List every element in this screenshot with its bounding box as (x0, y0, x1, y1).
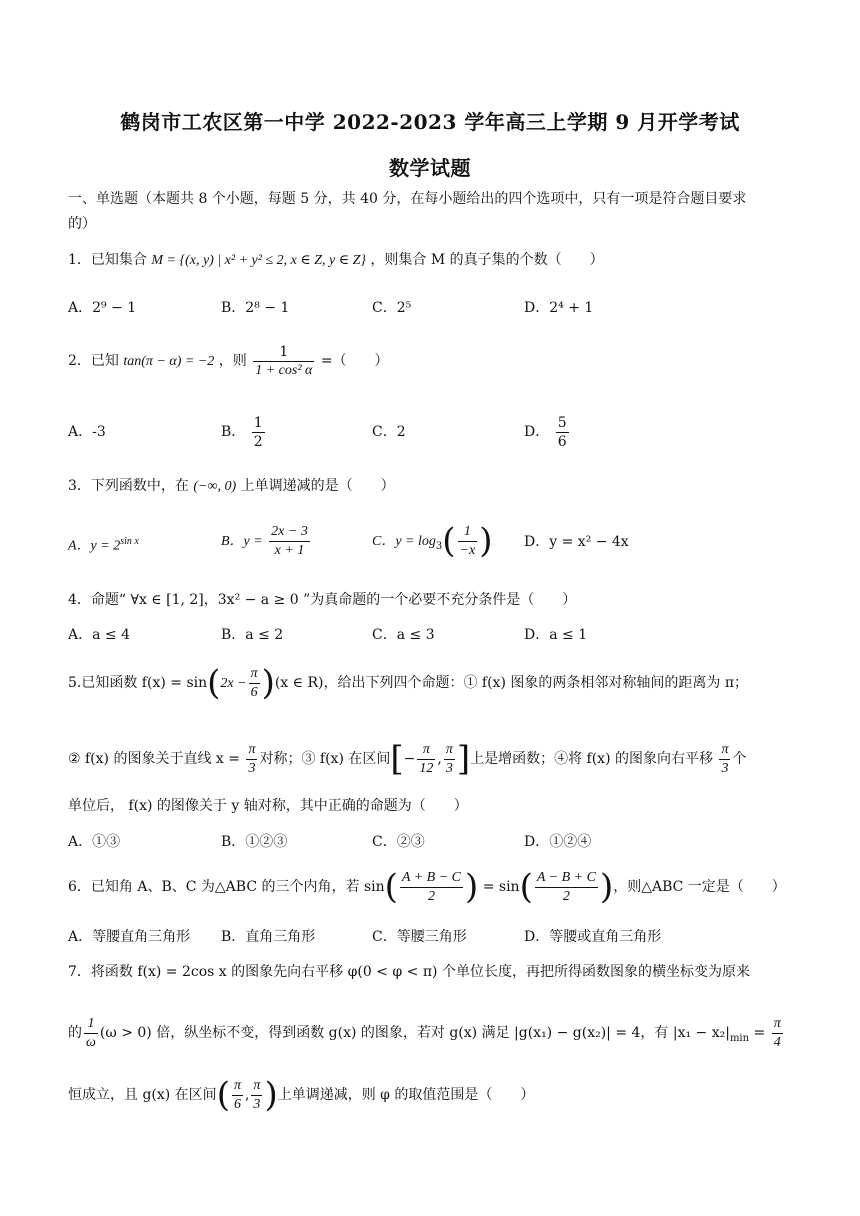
q5-shift-num: π (719, 741, 730, 760)
q2-option-d (524, 410, 571, 454)
q7-l2b: (ω > 0) 倍，纵坐标不变，得到函数 g(x) 的图象，若对 g(x) 满足 |g(x₁) − g(x₂)| = 4，有 |x₁ − x₂| (99, 1025, 730, 1041)
q2-frac-den: 1 + cos² α (255, 362, 313, 378)
q1-prefix: 1．已知集合 (68, 252, 147, 268)
q5-p2d: 个 (732, 751, 747, 767)
q3-c-base: 3 (435, 540, 443, 552)
q1-option-d: D．2⁴ + 1 (524, 300, 594, 316)
q5-option-b: B．①②③ (221, 834, 288, 850)
q7-interval-left (232, 1077, 243, 1114)
q2-prefix: 2．已知 (68, 353, 119, 369)
q2-d-fraction (556, 414, 569, 451)
q6-paren-2r: ) (599, 867, 614, 907)
q1-set: M = {(x, y) | x² + y² ≤ 2, x ∈ Z, y ∈ Z} (151, 253, 366, 268)
q7-paren-right: ) (264, 1075, 278, 1115)
question-5-line1 (68, 660, 748, 707)
q5-shift-den: 3 (721, 760, 729, 776)
q5-axis-num: π (246, 741, 257, 760)
q5-shift-fraction (719, 741, 730, 778)
q2-mid: ，则 (218, 353, 247, 369)
q7-omega-fraction (84, 1015, 98, 1052)
q3-c-label: C．y = log (372, 534, 436, 549)
q6-c: ，则△ABC 一定是（ ） (613, 879, 786, 895)
question-7-line2 (68, 1010, 785, 1062)
q5-p1a: 5.已知函数 f(x) = sin (68, 675, 208, 691)
q3-interval: (−∞, 0) (193, 479, 237, 494)
q3-a-exp: sin x (120, 536, 139, 547)
q5-p1b: 2x − (220, 676, 247, 691)
q5-phase-num: π (249, 665, 260, 684)
section-heading-line1: 一、单选题（本题共 8 个小题，每题 5 分，共 40 分，在每小题给出的四个选项中，只有一项是符合题目要求 (68, 191, 747, 207)
q5-bracket-right: ] (456, 739, 471, 779)
q2-option-c: C．2 (372, 424, 406, 440)
q6-num-2: A − B + C (535, 869, 598, 888)
q2-b-label: B． (221, 424, 246, 440)
q5-p2a: ② f(x) 的图象关于直线 x = (68, 751, 240, 767)
section-heading-line2: 的） (68, 216, 96, 232)
q1-option-b: B．2⁸ − 1 (221, 300, 290, 316)
q3-c-paren-left: ( (442, 521, 456, 561)
question-6-stem (68, 864, 786, 910)
question-4-stem: 4．命题“ ∀x ∈ [1, 2]，3x² − a ≥ 0 ”为真命题的一个必要不充分条件是（ ） (68, 592, 577, 608)
q7-period-den: 4 (773, 1034, 781, 1050)
q5-option-c: C．②③ (372, 834, 425, 850)
q2-d-num: 5 (557, 414, 567, 431)
q2-b-fraction (252, 414, 265, 451)
q3-b-den: x + 1 (274, 542, 305, 558)
q5-int-l-den: 12 (419, 760, 434, 776)
q3-c-paren-right: ) (479, 521, 493, 561)
q3-a-base: A．y = 2 (68, 538, 121, 554)
q2-b-num: 1 (253, 414, 263, 431)
question-5-line2: ② f(x) 的图象关于直线 x = $\frac{\pi}{3}$ 对称；③ f(x) 在区间[− $\frac{\pi}{12}$ , $\frac{\pi}{3}$ ]上是增函数；④将 f(x) 的图象向右平移 $\frac{\pi}{3}$ 个 (68, 739, 747, 779)
q7-interval-right (251, 1077, 262, 1114)
q6-option-c: C．等腰三角形 (372, 929, 467, 945)
q7-omega-num: 1 (84, 1015, 98, 1034)
question-1-stem (68, 250, 604, 271)
q3-option-b (221, 518, 312, 565)
question-7-line3: 恒成立，且 g(x) 在区间( $\frac{\pi}{6}$ , $\frac{\pi}{3}$ )上单调递减，则 φ 的取值范围是（ ） (68, 1075, 535, 1115)
q6-paren-2l: ( (519, 867, 533, 907)
q6-paren-1r: ) (465, 867, 479, 907)
q3-c-den: −x (459, 542, 476, 558)
q4-option-c: C．a ≤ 3 (372, 627, 435, 643)
q7-int-l-den: 6 (233, 1096, 241, 1112)
q2-suffix: =（ ） (320, 353, 389, 369)
q7-int-r-den: 3 (253, 1096, 261, 1112)
q3-stem-a: 3．下列函数中，在 (68, 478, 189, 494)
exam-subtitle: 数学试题 (389, 156, 471, 180)
q5-axis-den: 3 (248, 760, 256, 776)
q2-option-a: A．-3 (68, 424, 106, 440)
q5-int-r-den: 3 (445, 760, 453, 776)
q3-b-fraction (269, 523, 310, 560)
q5-p2c: 上是增函数；④将 f(x) 的图象向右平移 (470, 751, 713, 767)
q3-c-fraction (458, 523, 478, 560)
q6-option-b: B．直角三角形 (221, 929, 316, 945)
q3-b-num: 2x − 3 (269, 523, 310, 542)
q3-c-num: 1 (458, 523, 478, 542)
q5-interval-right (444, 741, 455, 778)
q2-condition: tan(π − α) = −2 (123, 354, 215, 369)
q7-min-sub: min (729, 1032, 750, 1044)
q7-l2a: 的 (68, 1025, 82, 1041)
q4-option-d: D．a ≤ 1 (524, 627, 588, 643)
q4-option-a: A．a ≤ 4 (68, 627, 130, 643)
q5-bracket-left: [ (390, 739, 404, 779)
question-3-stem (68, 476, 395, 497)
q2-b-den: 2 (253, 433, 263, 450)
q7-paren-left: ( (216, 1075, 230, 1115)
q7-int-r-num: π (251, 1077, 262, 1096)
q5-int-r-num: π (444, 741, 455, 760)
q7-int-l-num: π (232, 1077, 243, 1096)
q2-d-den: 6 (557, 433, 567, 450)
question-5-line3: 单位后， f(x) 的图像关于 y 轴对称，其中正确的命题为（ ） (68, 798, 468, 814)
q1-option-c: C．2⁵ (372, 300, 412, 316)
question-2-stem (68, 342, 389, 381)
q7-period-fraction (772, 1015, 783, 1052)
q5-paren-left: ( (207, 663, 221, 703)
q3-stem-b: 上单调递减的是（ ） (240, 478, 395, 494)
q5-int-l-num: π (417, 741, 435, 760)
q3-option-a (68, 532, 139, 557)
q5-option-d: D．①②④ (524, 834, 592, 850)
exam-title: 鹤岗市工农区第一中学 2022-2023 学年高三上学期 9 月开学考试 (120, 110, 740, 134)
q5-phase-den: 6 (250, 684, 258, 700)
q1-option-a: A．2⁹ − 1 (68, 300, 137, 316)
q5-p1c: (x ∈ R)，给出下列四个命题：① f(x) 图象的两条相邻对称轴间的距离为 π； (274, 675, 749, 691)
question-7-line1: 7．将函数 f(x) = 2cos x 的图象先向右平移 φ(0 < φ < π) 个单位长度，再把所得函数图象的横坐标变为原来 (68, 964, 750, 980)
q3-option-c (372, 518, 492, 570)
q2-option-b (221, 410, 267, 454)
q5-option-a: A．①③ (68, 834, 121, 850)
q5-interval-left (417, 741, 435, 778)
q6-den-1: 2 (427, 888, 435, 904)
q1-suffix: ，则集合 M 的真子集的个数（ ） (370, 252, 604, 268)
q5-p2b: 对称；③ f(x) 在区间 (259, 751, 391, 767)
q3-option-d: D．y = x² − 4x (524, 534, 629, 550)
q6-b: = sin (482, 879, 520, 895)
q6-option-d: D．等腰或直角三角形 (524, 929, 662, 945)
q6-paren-1l: ( (384, 867, 398, 907)
q7-l3b: 上单调递减，则 φ 的取值范围是（ ） (277, 1087, 535, 1103)
q6-option-a: A．等腰直角三角形 (68, 929, 191, 945)
q5-paren-right: ) (261, 663, 275, 703)
q7-l3a: 恒成立，且 g(x) 在区间 (68, 1087, 217, 1103)
q7-l2c: = (753, 1025, 766, 1041)
q6-fraction-2 (535, 869, 598, 906)
q2-fraction (253, 343, 314, 380)
q5-phase-fraction (249, 665, 260, 702)
q5-axis-fraction (246, 741, 257, 778)
q6-den-2: 2 (562, 888, 570, 904)
q2-d-label: D． (524, 424, 550, 440)
q6-num-1: A + B − C (400, 869, 463, 888)
q4-option-b: B．a ≤ 2 (221, 627, 284, 643)
q3-b-label: B．y = (221, 534, 263, 549)
q6-fraction-1 (400, 869, 463, 906)
q7-period-num: π (772, 1015, 783, 1034)
q2-frac-num: 1 (253, 343, 314, 362)
q7-omega-den: ω (86, 1034, 96, 1050)
q6-a: 6．已知角 A、B、C 为△ABC 的三个内角，若 sin (68, 879, 385, 895)
